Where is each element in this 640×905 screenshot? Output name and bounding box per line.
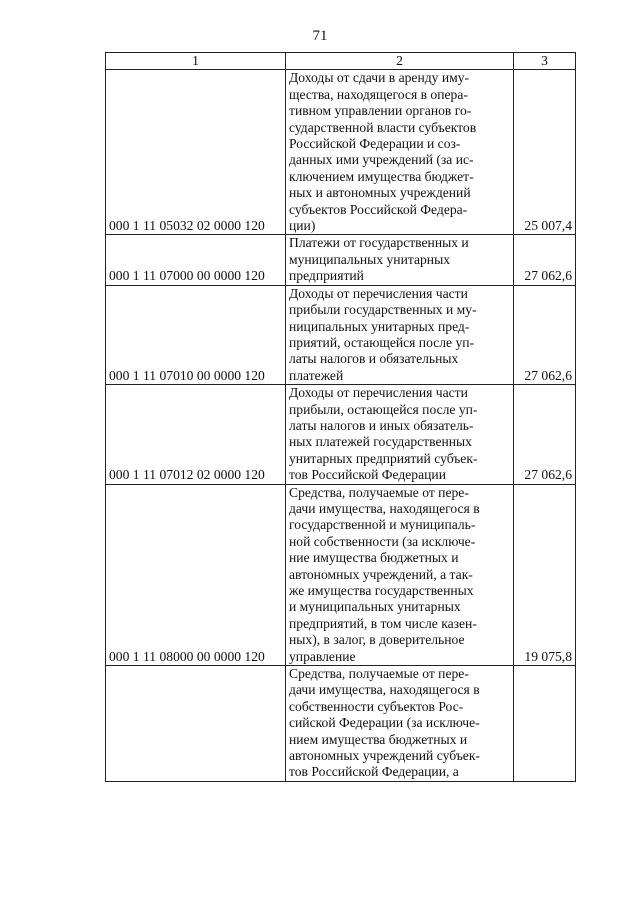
description-cell: Средства, получаемые от пере- дачи имущества, находящегося в собственности субъектов Рос- сийской Федерации (за исключе- нием имущества бюджетных и автономных учреждений субъек- тов Российской Федерации, а	[286, 666, 514, 782]
table-row	[106, 235, 576, 285]
amount-cell: 27 062,6	[514, 385, 576, 484]
amount-cell: 19 075,8	[514, 484, 576, 665]
table-row	[106, 666, 576, 782]
description-cell: Доходы от перечисления части прибыли государственных и му- ниципальных унитарных пред- приятий, остающейся после уп- латы налогов и обязательных платежей	[286, 285, 514, 384]
column-header-description: 2	[286, 53, 514, 70]
description-cell: Доходы от перечисления части прибыли, остающейся после уп- латы налогов и иных обязатель- ных платежей государственных унитарных предприятий субъек- тов Российской Федерации	[286, 385, 514, 484]
amount-cell: 27 062,6	[514, 235, 576, 285]
amount-cell: 27 062,6	[514, 285, 576, 384]
table-header-row	[106, 53, 576, 70]
table-row	[106, 385, 576, 484]
budget-code-cell: 000 1 11 07000 00 0000 120	[106, 235, 286, 285]
budget-code-cell: 000 1 11 08000 00 0000 120	[106, 484, 286, 665]
description-cell: Платежи от государственных и муниципальных унитарных предприятий	[286, 235, 514, 285]
column-header-code: 1	[106, 53, 286, 70]
amount-cell: 25 007,4	[514, 70, 576, 235]
amount-cell	[514, 666, 576, 782]
table-row	[106, 70, 576, 235]
budget-code-cell: 000 1 11 07010 00 0000 120	[106, 285, 286, 384]
description-cell: Средства, получаемые от пере- дачи имущества, находящегося в государственной и муниципаль- ной собственности (за исключе- ние имущества бюджетных и автономных учреждений, а так- же имущества государственных и муниципальных унитарных предприятий, в том числе казен- ных), в залог, в доверительное управление	[286, 484, 514, 665]
budget-revenue-table	[105, 52, 576, 782]
budget-code-cell: 000 1 11 07012 02 0000 120	[106, 385, 286, 484]
column-header-amount: 3	[514, 53, 576, 70]
budget-code-cell	[106, 666, 286, 782]
table-row	[106, 484, 576, 665]
budget-code-cell: 000 1 11 05032 02 0000 120	[106, 70, 286, 235]
page-number: 71	[312, 28, 328, 44]
description-cell: Доходы от сдачи в аренду иму- щества, находящегося в опера- тивном управлении органов го- сударственной власти субъектов Российской Федерации и соз- данных ими учреждений (за ис- ключением имущества бюджет- ных и автономных учреждений субъектов Российской Федера- ции)	[286, 70, 514, 235]
table-row	[106, 285, 576, 384]
